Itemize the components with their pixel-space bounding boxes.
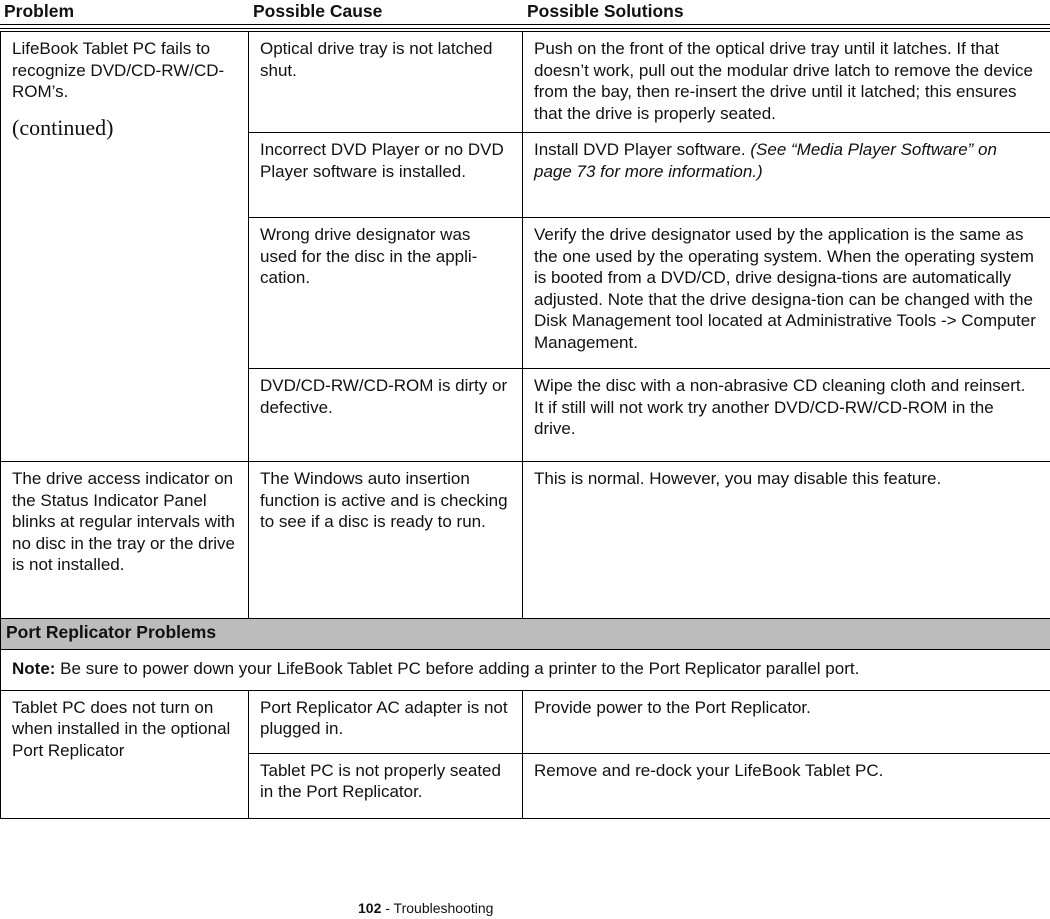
cause-cell: DVD/CD-RW/CD-ROM is dirty or defective.	[249, 369, 523, 462]
solution-cell	[523, 133, 1050, 218]
problem-cell	[1, 32, 249, 462]
note-cell	[1, 650, 1050, 691]
solution-cell: This is normal. However, you may disable this feature.	[523, 462, 1050, 619]
troubleshooting-table	[0, 31, 1050, 819]
cause-cell: Incorrect DVD Player or no DVD Player software is installed.	[249, 133, 523, 218]
note-row	[1, 650, 1050, 691]
section-header-row	[1, 619, 1050, 650]
header-problem: Problem	[4, 1, 75, 21]
cause-cell: Optical drive tray is not latched shut.	[249, 32, 523, 133]
continued-label: (continued)	[12, 114, 114, 140]
cause-cell: Port Replicator AC adapter is not plugged in.	[249, 690, 523, 753]
header-possible-solutions: Possible Solutions	[527, 1, 684, 21]
solution-cross-reference: (See “Media Player Software” on page 73 for more information.)	[534, 140, 997, 181]
solution-cell: Remove and re-dock your LifeBook Tablet PC.	[523, 753, 1050, 818]
solution-cell: Push on the front of the optical drive tray until it latches. If that doesn’t work, pull out the modular drive latch to remove the device from the bay, then re-insert the drive until it latched; this ensures that the drive is properly seated.	[523, 32, 1050, 133]
cause-cell: Tablet PC is not properly seated in the Port Replicator.	[249, 753, 523, 818]
page-number: 102	[358, 900, 382, 916]
header-rule-top	[0, 24, 1050, 25]
table-row	[1, 32, 1050, 133]
table-header	[0, 0, 1050, 22]
page-footer	[358, 900, 493, 916]
header-possible-cause: Possible Cause	[253, 1, 383, 21]
solution-cell: Verify the drive designator used by the application is the same as the one used by the operating system. When the operating system is booted from a DVD/CD, drive designa-tions are automatically adjusted. Note that the drive designa-tion can be changed with the Disk Management tool located at Administrative Tools -> Computer Management.	[523, 218, 1050, 369]
table-row	[1, 690, 1050, 753]
table-row	[1, 462, 1050, 619]
solution-cell: Wipe the disc with a non-abrasive CD cleaning cloth and reinsert. It if still will not work try another DVD/CD-RW/CD-ROM in the drive.	[523, 369, 1050, 462]
cause-cell: The Windows auto insertion function is active and is checking to see if a disc is ready to run.	[249, 462, 523, 619]
section-title: Port Replicator Problems	[1, 619, 1050, 650]
problem-text: LifeBook Tablet PC fails to recognize DVD/CD-RW/CD-ROM’s.	[12, 39, 225, 101]
problem-cell: The drive access indicator on the Status Indicator Panel blinks at regular intervals with no disc in the tray or the drive is not installed.	[1, 462, 249, 619]
problem-cell: Tablet PC does not turn on when installed in the optional Port Replicator	[1, 690, 249, 818]
solution-cell: Provide power to the Port Replicator.	[523, 690, 1050, 753]
footer-section-name: - Troubleshooting	[381, 900, 494, 916]
note-text: Be sure to power down your LifeBook Tablet PC before adding a printer to the Port Replicator parallel port.	[55, 659, 860, 678]
note-label: Note:	[12, 659, 56, 678]
solution-text: Install DVD Player software.	[534, 140, 751, 159]
cause-cell: Wrong drive designator was used for the disc in the appli-cation.	[249, 218, 523, 369]
header-rule-bottom	[0, 28, 1050, 29]
